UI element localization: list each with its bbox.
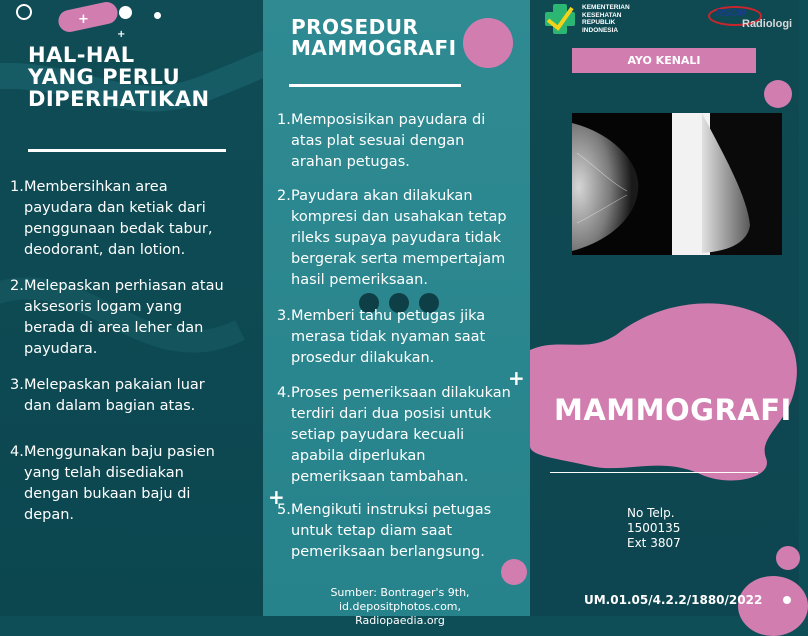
- mammogram-image-left: [572, 113, 672, 255]
- plus-decoration: +: [78, 12, 89, 27]
- document-code: UM.01.05/4.2.2/1880/2022: [584, 593, 763, 607]
- middle-list: [277, 110, 529, 563]
- pink-circle-decoration: [764, 80, 792, 108]
- list-item-number: 2.: [10, 278, 24, 294]
- list-item-line: hasil pemeriksaan.: [291, 272, 428, 288]
- left-title: [28, 44, 210, 110]
- list-item-line: pemeriksaan tambahan.: [291, 469, 469, 485]
- left-panel: [0, 0, 263, 616]
- left-title-line: HAL-HAL: [28, 43, 135, 67]
- list-item: [10, 375, 260, 417]
- list-item-line: deodorant, dan lotion.: [24, 242, 186, 258]
- list-item-line: Melepaskan pakaian luar: [24, 377, 205, 393]
- list-item-line: Memposisikan payudara di: [291, 112, 486, 128]
- list-item-line: Melepaskan perhiasan atau: [24, 278, 224, 294]
- list-item-line: aksesoris logam yang: [24, 299, 182, 315]
- right-panel: [530, 0, 799, 616]
- list-item-line: pemeriksaan berlangsung.: [291, 544, 485, 560]
- white-dot-decoration: [783, 596, 791, 604]
- list-item-line: berada di area leher dan: [24, 320, 204, 336]
- phone-line: No Telp.: [627, 506, 675, 520]
- plus-decoration: +: [268, 485, 285, 509]
- plus-decoration: +: [117, 29, 126, 40]
- left-title-line: DIPERHATIKAN: [28, 87, 210, 112]
- list-item-line: dengan bukaan baju di: [24, 486, 191, 502]
- list-item-number: 3.: [10, 377, 24, 393]
- source-line: Sumber: Bontrager's 9th, id.depositphotos.com,: [330, 586, 470, 613]
- list-item-line: rileks supaya payudara tidak: [291, 230, 502, 246]
- middle-title-line: PROSEDUR: [291, 15, 419, 39]
- list-item-line: kompresi dan usahakan tetap: [291, 209, 507, 225]
- list-item: [277, 500, 529, 563]
- logo-text-line: REPUBLIK: [582, 19, 616, 26]
- list-item-number: 1.: [277, 112, 291, 128]
- kemenkes-logo-icon: [542, 2, 578, 36]
- list-item-line: atas plat sesuai dengan: [291, 133, 465, 149]
- logo-text-line: INDONESIA: [582, 26, 619, 34]
- left-list: [10, 177, 260, 526]
- list-item-number: 1.: [10, 179, 24, 195]
- list-item: [277, 383, 529, 488]
- middle-divider: [289, 84, 461, 87]
- phone-line: Ext 3807: [627, 536, 681, 550]
- kemenkes-logo-text: [582, 4, 630, 34]
- list-item: [10, 442, 260, 526]
- list-item-line: merasa tidak nyaman saat: [291, 329, 486, 345]
- list-item-line: arahan petugas.: [291, 154, 410, 170]
- list-item-number: 3.: [277, 308, 291, 324]
- list-item-line: setiap payudara kecuali: [291, 427, 465, 443]
- pink-blob-decoration: [530, 296, 799, 486]
- pink-circle-decoration: [463, 18, 513, 68]
- list-item: [10, 177, 260, 261]
- logo-text-line: KESEHATAN: [582, 11, 622, 19]
- headline-title: MAMMOGRAFI: [554, 393, 792, 427]
- phone-info: [627, 506, 681, 551]
- list-item-number: 2.: [277, 188, 291, 204]
- list-item-line: yang telah disediakan: [24, 465, 184, 481]
- pink-circle-decoration: [776, 546, 800, 570]
- list-item-line: Payudara akan dilakukan: [291, 188, 473, 204]
- source-citation: [275, 586, 525, 628]
- list-item-line: prosedur dilakukan.: [291, 350, 435, 366]
- middle-panel: [263, 0, 530, 627]
- list-item-line: payudara dan ketiak dari: [24, 200, 206, 216]
- list-item-line: Proses pemeriksaan dilakukan: [291, 385, 511, 401]
- list-item-line: Memberi tahu petugas jika: [291, 308, 486, 324]
- list-item: [277, 110, 529, 173]
- list-item-line: terdiri dari dua posisi untuk: [291, 406, 492, 422]
- plus-decoration: +: [508, 366, 525, 390]
- mammogram-image-right: [672, 113, 782, 255]
- list-item-number: 4.: [277, 385, 291, 401]
- list-item-line: payudara.: [24, 341, 98, 357]
- list-item-number: 4.: [10, 444, 24, 460]
- right-divider: [550, 472, 758, 473]
- list-item: [277, 306, 529, 369]
- list-item-line: Menggunakan baju pasien: [24, 444, 215, 460]
- logo-text-line: KEMENTERIAN: [582, 4, 630, 11]
- left-title-line: YANG PERLU: [28, 65, 181, 90]
- source-line: Radiopaedia.org: [355, 614, 445, 627]
- left-divider: [28, 149, 226, 152]
- list-item-line: apabila diperlukan: [291, 448, 426, 464]
- rscm-logo-text: RSCM: [716, 8, 746, 19]
- list-item: [277, 186, 529, 291]
- middle-title-line: MAMMOGRAFI: [291, 36, 457, 60]
- ayo-kenali-badge: AYO KENALI: [572, 48, 756, 73]
- list-item-line: penggunaan bedak tabur,: [24, 221, 213, 237]
- middle-title: [291, 17, 457, 59]
- list-item: [10, 276, 260, 360]
- list-item-line: untuk tetap diam saat: [291, 523, 453, 539]
- list-item-line: Mengikuti instruksi petugas: [291, 502, 492, 518]
- list-item-number: 5.: [277, 502, 291, 518]
- radiologi-logo-text: Radiologi: [742, 18, 793, 30]
- list-item-line: depan.: [24, 507, 75, 523]
- list-item-line: bergerak serta mempertajam: [291, 251, 506, 267]
- list-item-line: dan dalam bagian atas.: [24, 398, 196, 414]
- phone-line: 1500135: [627, 521, 681, 535]
- list-item-line: Membersihkan area: [24, 179, 168, 195]
